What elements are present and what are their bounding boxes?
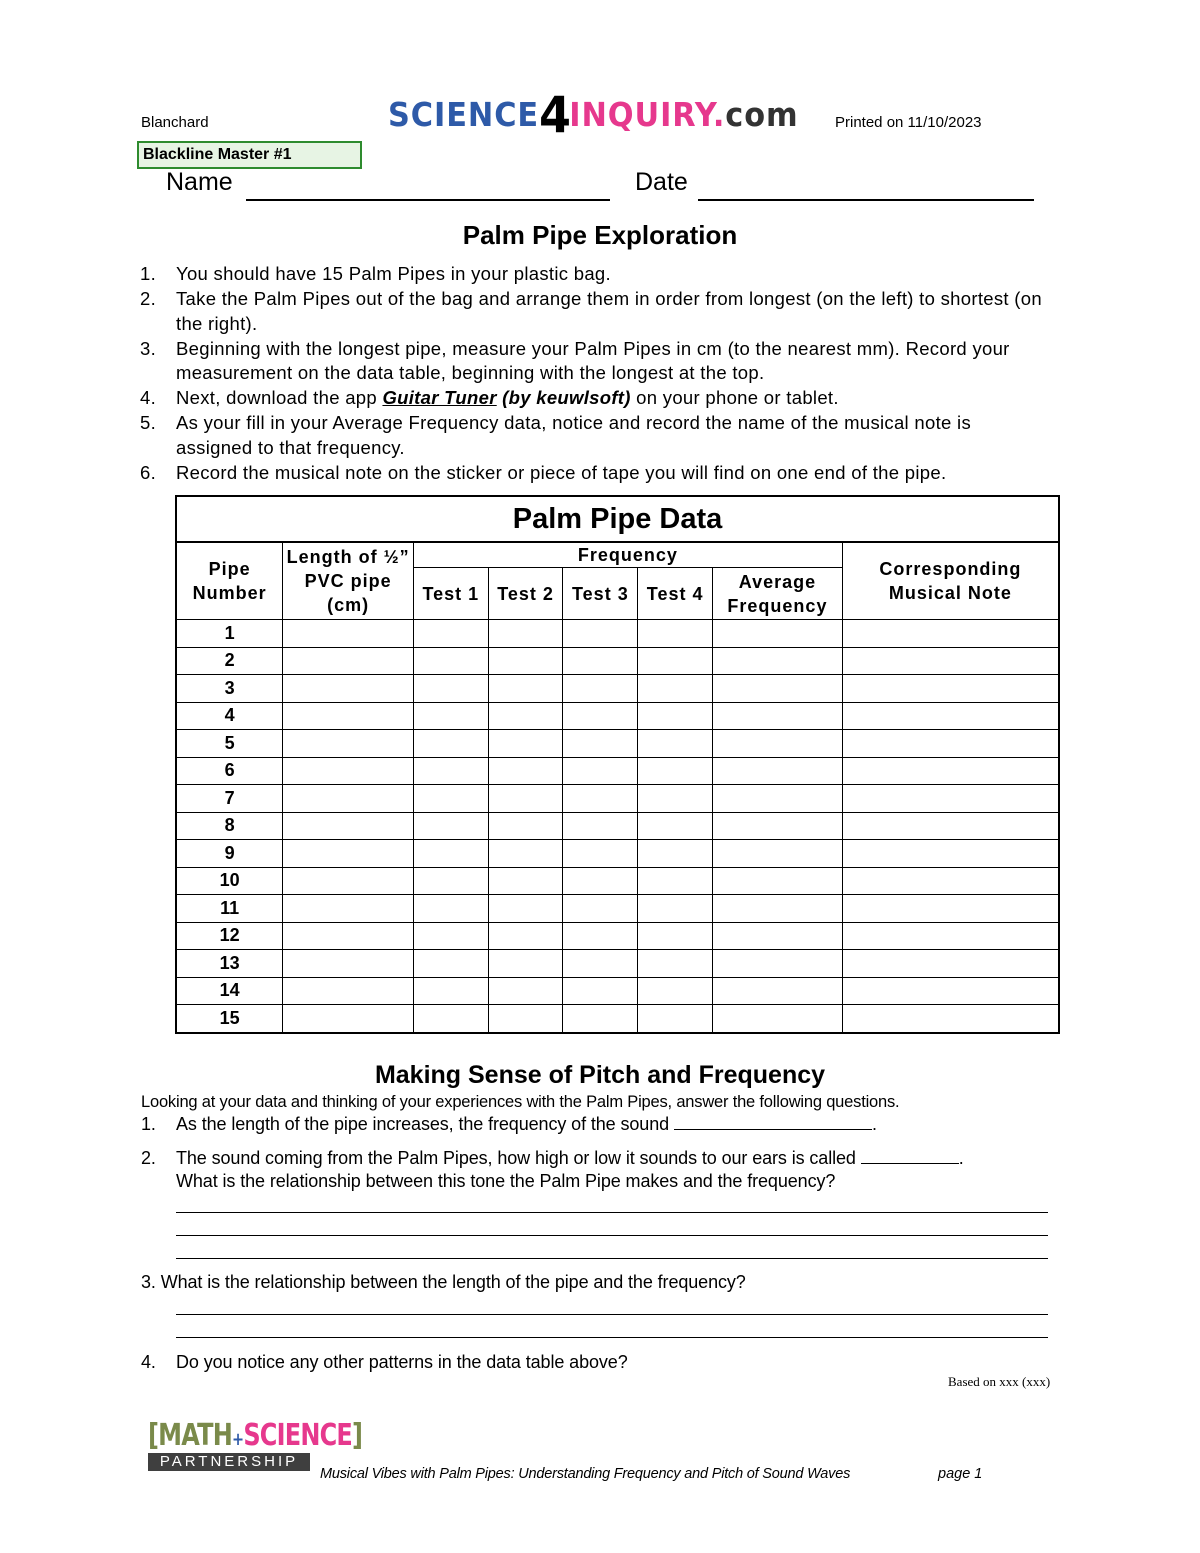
question-4: 4. Do you notice any other patterns in the data table above? xyxy=(141,1352,628,1372)
pipe-number-cell: 5 xyxy=(176,730,283,758)
pipe-number-cell: 9 xyxy=(176,840,283,868)
instructions-list xyxy=(140,262,1050,486)
data-entry-cell[interactable] xyxy=(842,1005,1059,1033)
data-entry-cell[interactable] xyxy=(563,977,638,1005)
data-entry-cell[interactable] xyxy=(842,702,1059,730)
data-entry-cell[interactable] xyxy=(563,840,638,868)
data-entry-cell[interactable] xyxy=(413,812,488,840)
table-row xyxy=(176,647,1059,675)
answer-blank-2[interactable] xyxy=(861,1147,959,1164)
data-entry-cell[interactable] xyxy=(638,647,713,675)
data-entry-cell[interactable] xyxy=(713,977,843,1005)
data-entry-cell[interactable] xyxy=(638,977,713,1005)
author-name: Blanchard xyxy=(141,114,209,131)
data-entry-cell[interactable] xyxy=(283,950,414,978)
data-entry-cell[interactable] xyxy=(713,840,843,868)
answer-line[interactable] xyxy=(176,1258,1048,1259)
table-row xyxy=(176,950,1059,978)
source-note: Based on xxx (xxx) xyxy=(948,1374,1051,1389)
data-entry-cell[interactable] xyxy=(842,785,1059,813)
data-entry-cell[interactable] xyxy=(713,922,843,950)
table-row xyxy=(176,977,1059,1005)
header-frequency: Frequency xyxy=(413,542,842,568)
list-item: 4. Next, download the app Guitar Tuner (by keuwlsoft) on your phone or tablet. xyxy=(140,387,839,408)
data-entry-cell[interactable] xyxy=(413,977,488,1005)
data-entry-cell[interactable] xyxy=(283,977,414,1005)
data-entry-cell[interactable] xyxy=(842,812,1059,840)
data-entry-cell[interactable] xyxy=(488,675,563,703)
data-entry-cell[interactable] xyxy=(488,812,563,840)
answer-blank-1[interactable] xyxy=(674,1113,872,1130)
data-entry-cell[interactable] xyxy=(283,675,414,703)
pipe-number-cell: 14 xyxy=(176,977,283,1005)
table-row xyxy=(176,895,1059,923)
header-test-1: Test 1 xyxy=(413,568,488,620)
data-entry-cell[interactable] xyxy=(563,620,638,648)
question-3: 3. What is the relationship between the length of the pipe and the frequency? xyxy=(141,1272,746,1292)
data-entry-cell[interactable] xyxy=(488,840,563,868)
page-title: Palm Pipe Exploration xyxy=(462,220,738,250)
data-entry-cell[interactable] xyxy=(283,620,414,648)
data-entry-cell[interactable] xyxy=(488,702,563,730)
data-entry-cell[interactable] xyxy=(563,785,638,813)
data-entry-cell[interactable] xyxy=(638,620,713,648)
pipe-number-cell: 12 xyxy=(176,922,283,950)
data-entry-cell[interactable] xyxy=(283,785,414,813)
data-entry-cell[interactable] xyxy=(283,647,414,675)
data-entry-cell[interactable] xyxy=(638,895,713,923)
section-intro: Looking at your data and thinking of your experiences with the Palm Pipes, answer the following questions. xyxy=(141,1093,900,1111)
data-entry-cell[interactable] xyxy=(638,702,713,730)
list-item: 3. Beginning with the longest pipe, measure your Palm Pipes in cm (to the nearest mm). Record your measurement on the data table, beginning with the longest at the top. xyxy=(140,337,1010,383)
table-row xyxy=(176,785,1059,813)
data-entry-cell[interactable] xyxy=(563,950,638,978)
blackline-master-label: Blackline Master #1 xyxy=(137,141,362,169)
question-1: 1. As the length of the pipe increases, the frequency of the sound . xyxy=(141,1114,877,1134)
pipe-number-cell: 7 xyxy=(176,785,283,813)
list-item: 5. As your fill in your Average Frequency data, notice and record the name of the musical note is assigned to that frequency. xyxy=(140,412,972,458)
data-entry-cell[interactable] xyxy=(413,702,488,730)
section-title: Making Sense of Pitch and Frequency xyxy=(374,1061,826,1089)
table-row xyxy=(176,1005,1059,1033)
data-entry-cell[interactable] xyxy=(488,620,563,648)
data-entry-cell[interactable] xyxy=(638,757,713,785)
data-entry-cell[interactable] xyxy=(283,1005,414,1033)
data-entry-cell[interactable] xyxy=(283,840,414,868)
data-entry-cell[interactable] xyxy=(413,1005,488,1033)
footer-title: Musical Vibes with Palm Pipes: Understanding Frequency and Pitch of Sound Waves xyxy=(320,1466,851,1482)
header-musical-note: Corresponding Musical Note xyxy=(842,542,1059,620)
table-row xyxy=(176,675,1059,703)
data-entry-cell[interactable] xyxy=(283,702,414,730)
table-row xyxy=(176,867,1059,895)
data-entry-cell[interactable] xyxy=(713,950,843,978)
data-entry-cell[interactable] xyxy=(842,730,1059,758)
table-row xyxy=(176,702,1059,730)
pipe-number-cell: 8 xyxy=(176,812,283,840)
data-entry-cell[interactable] xyxy=(413,867,488,895)
data-entry-cell[interactable] xyxy=(842,950,1059,978)
data-entry-cell[interactable] xyxy=(713,730,843,758)
pipe-number-cell: 6 xyxy=(176,757,283,785)
answer-line[interactable] xyxy=(176,1314,1048,1315)
data-entry-cell[interactable] xyxy=(413,922,488,950)
data-entry-cell[interactable] xyxy=(638,1005,713,1033)
pipe-number-cell: 15 xyxy=(176,1005,283,1033)
data-entry-cell[interactable] xyxy=(713,1005,843,1033)
data-entry-cell[interactable] xyxy=(283,867,414,895)
header-test-2: Test 2 xyxy=(488,568,563,620)
data-entry-cell[interactable] xyxy=(413,675,488,703)
list-item: 6. Record the musical note on the sticker or piece of tape you will find on one end of the pipe. xyxy=(140,461,947,483)
header-pipe-number: Pipe Number xyxy=(176,542,283,620)
table-row xyxy=(176,757,1059,785)
data-entry-cell[interactable] xyxy=(713,620,843,648)
table-row xyxy=(176,812,1059,840)
data-entry-cell[interactable] xyxy=(488,1005,563,1033)
data-entry-cell[interactable] xyxy=(563,730,638,758)
data-entry-cell[interactable] xyxy=(638,950,713,978)
header-test-4: Test 4 xyxy=(638,568,713,620)
data-entry-cell[interactable] xyxy=(563,757,638,785)
data-entry-cell[interactable] xyxy=(842,757,1059,785)
data-entry-cell[interactable] xyxy=(563,812,638,840)
pipe-number-cell: 2 xyxy=(176,647,283,675)
table-row xyxy=(176,922,1059,950)
data-entry-cell[interactable] xyxy=(713,675,843,703)
pipe-number-cell: 10 xyxy=(176,867,283,895)
answer-line[interactable] xyxy=(176,1337,1048,1338)
date-blank[interactable] xyxy=(698,199,1034,201)
data-entry-cell[interactable] xyxy=(488,977,563,1005)
data-entry-cell[interactable] xyxy=(283,812,414,840)
data-entry-cell[interactable] xyxy=(842,620,1059,648)
data-entry-cell[interactable] xyxy=(413,757,488,785)
data-entry-cell[interactable] xyxy=(842,922,1059,950)
table-body xyxy=(176,620,1059,1033)
data-entry-cell[interactable] xyxy=(638,840,713,868)
data-entry-cell[interactable] xyxy=(842,647,1059,675)
data-entry-cell[interactable] xyxy=(713,895,843,923)
page-number: page 1 xyxy=(938,1466,983,1482)
data-entry-cell[interactable] xyxy=(563,647,638,675)
data-entry-cell[interactable] xyxy=(488,867,563,895)
data-entry-cell[interactable] xyxy=(842,895,1059,923)
data-entry-cell[interactable] xyxy=(413,620,488,648)
header-length: Length of ½” PVC pipe (cm) xyxy=(283,542,414,620)
pipe-number-cell: 3 xyxy=(176,675,283,703)
data-entry-cell[interactable] xyxy=(488,895,563,923)
header-test-3: Test 3 xyxy=(563,568,638,620)
data-entry-cell[interactable] xyxy=(713,647,843,675)
header-average-frequency: Average Frequency xyxy=(713,568,843,620)
data-entry-cell[interactable] xyxy=(713,757,843,785)
table-row xyxy=(176,730,1059,758)
data-entry-cell[interactable] xyxy=(563,895,638,923)
data-entry-cell[interactable] xyxy=(638,675,713,703)
data-entry-cell[interactable] xyxy=(488,922,563,950)
data-entry-cell[interactable] xyxy=(713,702,843,730)
table-caption: Palm Pipe Data xyxy=(176,496,1059,542)
table-row xyxy=(176,620,1059,648)
data-entry-cell[interactable] xyxy=(413,730,488,758)
table-row xyxy=(176,840,1059,868)
data-entry-cell[interactable] xyxy=(413,840,488,868)
data-entry-cell[interactable] xyxy=(488,785,563,813)
data-entry-cell[interactable] xyxy=(488,647,563,675)
pipe-number-cell: 1 xyxy=(176,620,283,648)
data-entry-cell[interactable] xyxy=(413,785,488,813)
data-entry-cell[interactable] xyxy=(283,922,414,950)
data-entry-cell[interactable] xyxy=(842,977,1059,1005)
data-entry-cell[interactable] xyxy=(283,757,414,785)
data-entry-cell[interactable] xyxy=(563,675,638,703)
answer-line[interactable] xyxy=(176,1212,1048,1213)
data-entry-cell[interactable] xyxy=(413,647,488,675)
data-entry-cell[interactable] xyxy=(283,730,414,758)
palm-pipe-data-table xyxy=(175,495,1060,1034)
data-entry-cell[interactable] xyxy=(283,895,414,923)
data-entry-cell[interactable] xyxy=(713,867,843,895)
name-blank[interactable] xyxy=(246,199,610,201)
science4inquiry-logo: SCIENCE4INQUIRY.com xyxy=(388,86,799,144)
data-entry-cell[interactable] xyxy=(638,730,713,758)
data-entry-cell[interactable] xyxy=(638,922,713,950)
data-entry-cell[interactable] xyxy=(638,867,713,895)
list-item: 2. Take the Palm Pipes out of the bag and arrange them in order from longest (on the left) to shortest (on the right). xyxy=(140,288,1042,334)
data-entry-cell[interactable] xyxy=(638,812,713,840)
data-entry-cell[interactable] xyxy=(638,785,713,813)
data-entry-cell[interactable] xyxy=(413,950,488,978)
data-entry-cell[interactable] xyxy=(563,922,638,950)
data-entry-cell[interactable] xyxy=(842,675,1059,703)
math-science-partnership-logo: [MATH+SCIENCE] PARTNERSHIP xyxy=(148,1418,363,1470)
data-entry-cell[interactable] xyxy=(713,812,843,840)
data-entry-cell[interactable] xyxy=(563,1005,638,1033)
pipe-number-cell: 11 xyxy=(176,895,283,923)
data-entry-cell[interactable] xyxy=(488,757,563,785)
pipe-number-cell: 13 xyxy=(176,950,283,978)
data-entry-cell[interactable] xyxy=(842,867,1059,895)
data-entry-cell[interactable] xyxy=(713,785,843,813)
printed-date: Printed on 11/10/2023 xyxy=(835,114,982,131)
data-entry-cell[interactable] xyxy=(842,840,1059,868)
guitar-tuner-app-link[interactable]: Guitar Tuner xyxy=(382,387,497,408)
data-entry-cell[interactable] xyxy=(488,730,563,758)
list-item: 1. You should have 15 Palm Pipes in your plastic bag. xyxy=(140,263,611,284)
name-label: Name xyxy=(166,168,233,196)
data-entry-cell[interactable] xyxy=(563,867,638,895)
data-entry-cell[interactable] xyxy=(413,895,488,923)
answer-line[interactable] xyxy=(176,1235,1048,1236)
question-2: 2. The sound coming from the Palm Pipes, how high or low it sounds to our ears is called . What is the relationship between this tone the Palm Pipe makes and the frequency? xyxy=(141,1148,964,1191)
data-entry-cell[interactable] xyxy=(563,702,638,730)
pipe-number-cell: 4 xyxy=(176,702,283,730)
data-entry-cell[interactable] xyxy=(488,950,563,978)
date-label: Date xyxy=(635,168,688,196)
